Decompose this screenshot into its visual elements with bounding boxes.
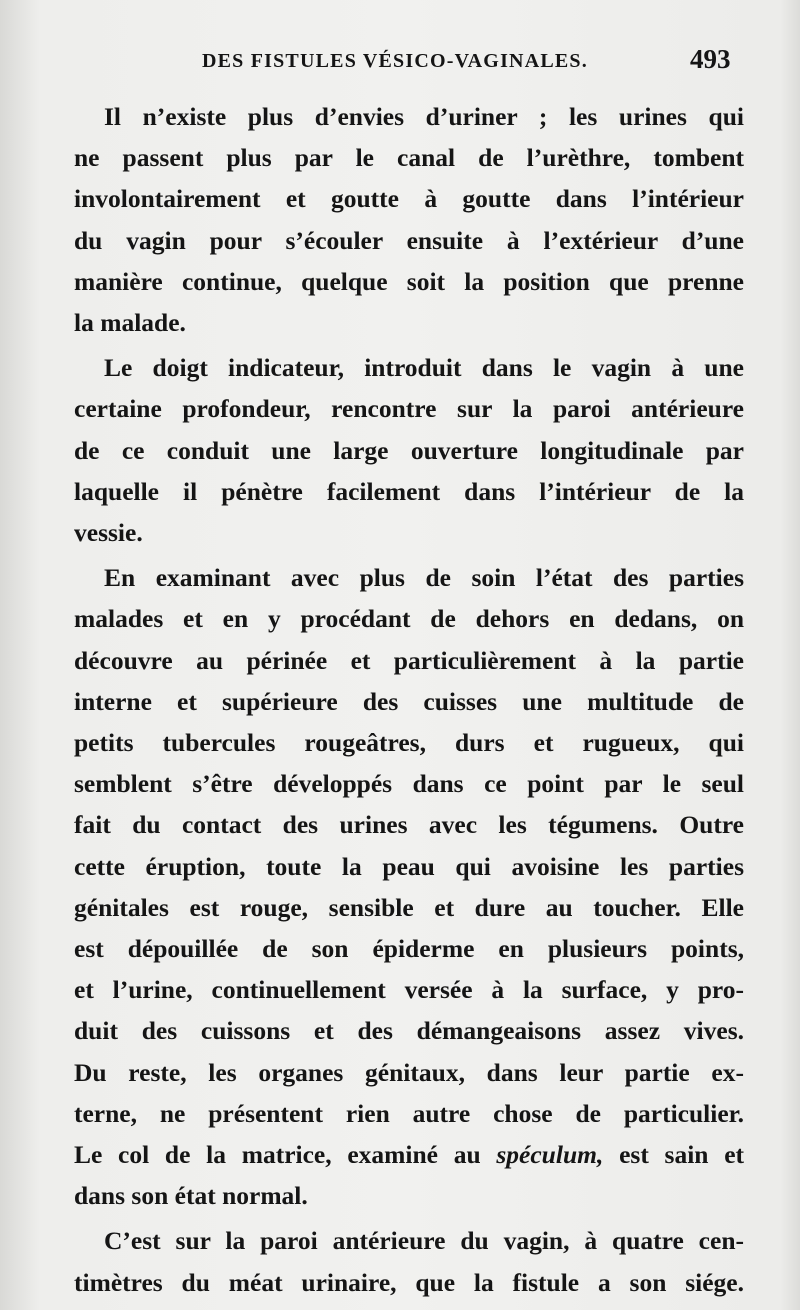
text-line: interne et supérieure des cuisses une multitude de <box>74 686 744 716</box>
text-line: terne, ne présentent rien autre chose de particulier. <box>74 1098 744 1128</box>
text-line: En examinant avec plus de soin l’état des parties <box>104 563 744 593</box>
text-line: laquelle il pénètre facilement dans l’intérieur de la <box>74 476 744 506</box>
text-line: ne passent plus par le canal de l’urèthre, tombent <box>74 143 744 173</box>
text-line: malades et en y procédant de dehors en dedans, on <box>74 604 744 634</box>
text-segment: est sain et <box>619 1140 745 1170</box>
page-number: 493 <box>690 44 731 74</box>
text-line: Du reste, les organes génitaux, dans leur partie ex- <box>74 1057 744 1087</box>
text-line: fait du contact des urines avec les tégumens. Outre <box>74 810 744 840</box>
text-line: manière continue, quelque soit la position que prenne <box>74 266 744 296</box>
text-line: du vagin pour s’écouler ensuite à l’extérieur d’une <box>74 225 744 255</box>
text-line: de ce conduit une large ouverture longitudinale par <box>74 435 744 465</box>
text-segment: Le col de la matrice, examiné au <box>74 1140 481 1170</box>
text-line: duit des cuissons et des démangeaisons assez vives. <box>74 1016 744 1046</box>
italic-term: spéculum, <box>496 1140 604 1170</box>
text-line: dans son état normal. <box>74 1181 308 1211</box>
page-header <box>0 44 800 84</box>
paragraph-4 <box>74 1220 744 1302</box>
text-line: la malade. <box>74 308 186 338</box>
text-line: Il n’existe plus d’envies d’uriner ; les urines qui <box>104 102 744 131</box>
paragraph-1 <box>74 96 744 343</box>
text-line-with-italic <box>74 1134 744 1175</box>
text-line: découvre au périnée et particulièrement à la partie <box>74 645 744 675</box>
text-line: certaine profondeur, rencontre sur la paroi antérieure <box>74 394 744 424</box>
text-line: cette éruption, toute la peau qui avoisine les parties <box>74 851 744 881</box>
text-line: vessie. <box>74 518 143 548</box>
text-line: petits tubercules rougeâtres, durs et rugueux, qui <box>74 728 744 758</box>
page-body <box>74 96 744 1307</box>
text-line: Le doigt indicateur, introduit dans le vagin à une <box>104 353 744 383</box>
paragraph-3 <box>74 557 744 1216</box>
text-line: timètres du méat urinaire, que la fistule a son siége. <box>74 1267 744 1297</box>
text-line: est dépouillée de son épiderme en plusieurs points, <box>74 934 744 964</box>
text-line: génitales est rouge, sensible et dure au toucher. Elle <box>74 892 744 922</box>
text-line: et l’urine, continuellement versée à la surface, y pro- <box>74 975 744 1005</box>
text-line: semblent s’être développés dans ce point par le seul <box>74 769 744 799</box>
paragraph-2 <box>74 347 744 553</box>
text-line: involontairement et goutte à goutte dans l’intérieur <box>74 184 744 214</box>
running-title: DES FISTULES VÉSICO-VAGINALES. <box>202 50 588 72</box>
text-line: C’est sur la paroi antérieure du vagin, à quatre cen- <box>104 1226 744 1256</box>
